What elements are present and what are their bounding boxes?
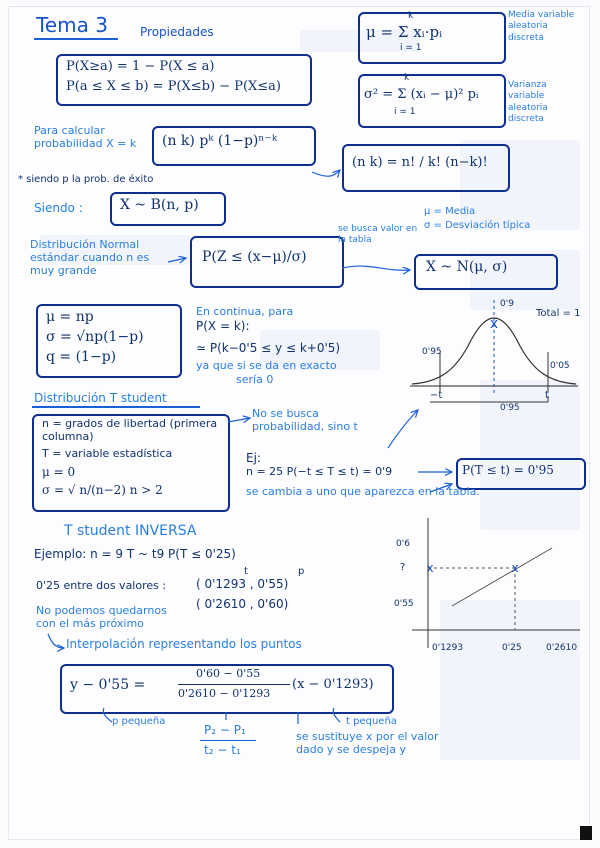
mean-sum-bottom: i = 1 (400, 43, 422, 53)
bell-center-cross: x (489, 316, 499, 332)
mean-sum-top: k (408, 11, 414, 21)
interp-x-3: 0'2610 (546, 643, 578, 653)
slope-numerator: P₂ − P₁ (204, 723, 246, 737)
tstudent-title: Distribución T student (34, 391, 167, 405)
tstudent-def-3: μ = 0 (42, 465, 76, 479)
inverse-pair-1: ( 0'1293 , 0'55) (196, 577, 289, 591)
interp-x-1: 0'1293 (432, 643, 464, 653)
binomial-formula: (n k) pᵏ (1−p)ⁿ⁻ᵏ (162, 133, 277, 149)
tstudent-result: P(T ≤ t) = 0'95 (462, 463, 554, 477)
inverse-nopod: No podemos quedarnos con el más próximo (36, 604, 167, 631)
binomial-distribution: X ~ B(n, p) (120, 197, 199, 213)
bell-neg-t: −t (430, 390, 443, 401)
tstudent-def-1: n = grados de libertad (primera columna) (42, 417, 218, 443)
interp-eq-right: (x − 0'1293) (292, 677, 374, 692)
param-sigma: σ = √np(1−p) (46, 329, 144, 345)
slope-denominator: t₂ − t₁ (204, 743, 241, 757)
mean-note: Media variable aleatoria discreta (508, 10, 575, 43)
variance-formula: σ² = Σ (xᵢ − μ)² pᵢ (364, 87, 479, 102)
arrow-to-normal (168, 258, 186, 262)
continuity-line-4: ya que si se da en exacto (196, 359, 337, 372)
inverse-example: Ejemplo: n = 9 T ~ t9 P(T ≤ 0'25) (34, 547, 236, 561)
interp-axis-marker: x (426, 561, 434, 575)
tstudent-def-4: σ = √ n/(n−2) n > 2 (42, 483, 163, 497)
tstudent-example-label: Ej: (246, 451, 261, 465)
arrow-to-combinatorial (312, 170, 340, 176)
page-title: Tema 3 (36, 13, 108, 37)
arrow-to-tstudent-note (228, 418, 250, 422)
inverse-between: 0'25 entre dos valores : (36, 579, 167, 592)
variance-note: Varianza variable aleatoria discreta (508, 80, 548, 124)
t-small-note: t pequeña (346, 716, 397, 727)
interp-eq-denominator: 0'2610 − 0'1293 (178, 687, 271, 700)
interp-y-06: 0'6 (396, 539, 410, 549)
properties-heading: Propiedades (140, 25, 214, 39)
inverse-title: T student INVERSA (64, 523, 197, 539)
bell-bottom-label: 0'95 (500, 403, 520, 413)
bell-top-label: 0'9 (500, 299, 514, 309)
p-small-note: p pequeña (112, 716, 166, 727)
inverse-p-label: p (298, 566, 305, 577)
variance-sum-bottom: i = 1 (394, 107, 416, 117)
binomial-footnote: * siendo p la prob. de éxito (18, 174, 154, 185)
arrow-to-bell (388, 410, 418, 448)
normal-label: Distribución Normal estándar cuando n es muy grande (30, 238, 150, 278)
combinatorial-formula: (n k) = n! / k! (n−k)! (352, 155, 488, 170)
property-line-2: P(a ≤ X ≤ b) = P(X≤b) − P(X≤a) (66, 79, 281, 94)
brace-p-small (103, 708, 112, 722)
interp-eq-numerator: 0'60 − 0'55 (196, 667, 261, 680)
arrow-to-normal-result (342, 266, 410, 270)
interp-point-marker: x (511, 561, 519, 575)
continuity-line-1: En continua, para (196, 305, 294, 318)
tstudent-example: n = 25 P(−t ≤ T ≤ t) = 0'9 (246, 465, 393, 478)
mean-formula: μ = Σ xᵢ·pᵢ (366, 23, 443, 41)
interp-y-055: 0'55 (394, 599, 414, 609)
arrow-from-note (430, 484, 452, 492)
binomial-calc-note: Para calcular probabilidad X = k (34, 124, 137, 151)
bell-left-label: 0'95 (422, 347, 442, 357)
inverse-t-label: t (244, 566, 248, 577)
scan-corner-mark (580, 826, 592, 840)
param-mu: μ = np (46, 309, 94, 325)
bell-pos-t: t (545, 390, 549, 401)
tstudent-note-2: se cambia a uno que aparezca en la tabla. (246, 485, 480, 498)
inverse-pair-2: ( 0'2610 , 0'60) (196, 597, 289, 611)
property-line-1: P(X≥a) = 1 − P(X ≤ a) (66, 59, 215, 74)
normal-formula: P(Z ≤ (x−μ)/σ) (202, 249, 307, 265)
sigma-legend: σ = Desviación típica (424, 220, 531, 231)
substitution-note: se sustituye x por el valor dado y se despeja y (296, 730, 439, 757)
brace-t-small (333, 708, 340, 722)
inverse-interp: Interpolación representando los puntos (66, 637, 302, 651)
arrow-to-interp (48, 634, 64, 648)
continuity-line-2: P(X = k): (196, 319, 250, 333)
bell-right-label: 0'05 (550, 361, 570, 371)
param-q: q = (1−p) (46, 349, 117, 365)
variance-sum-top: k (404, 73, 410, 83)
mu-legend: μ = Media (424, 206, 476, 217)
siendo-label: Siendo : (34, 201, 83, 215)
tstudent-note: No se busca probabilidad, sino t (252, 407, 358, 433)
bell-total-label: Total = 1 (536, 308, 581, 319)
interp-y-unknown: ? (400, 562, 406, 573)
interp-x-2: 0'25 (502, 643, 522, 653)
continuity-line-3: ≃ P(k−0'5 ≤ y ≤ k+0'5) (196, 341, 341, 355)
normal-result: X ~ N(μ, σ) (426, 259, 508, 275)
tstudent-def-2: T = variable estadística (42, 447, 173, 460)
interp-eq-left: y − 0'55 = (70, 677, 146, 693)
continuity-line-5: sería 0 (236, 373, 274, 386)
normal-note: se busca valor en la tabla (338, 224, 418, 245)
